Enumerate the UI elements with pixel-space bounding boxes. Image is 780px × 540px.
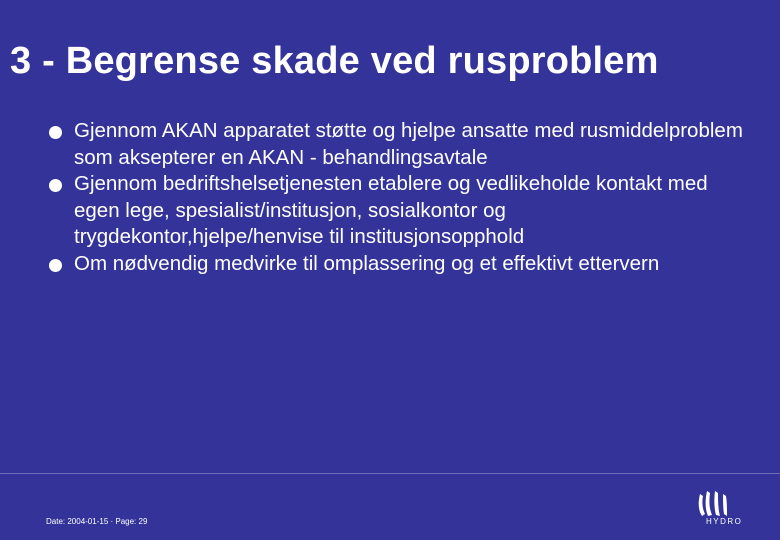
bullet-item xyxy=(44,118,744,171)
bullet-list xyxy=(44,118,744,277)
bullet-dot-icon xyxy=(49,259,62,272)
bullet-text: Gjennom bedriftshelsetjenesten etablere og vedlikeholde kontakt med egen lege, spesialist/institusjon, sosialkontor og trygdekontor,hjelpe/henvise til institusjonsopphold xyxy=(74,172,708,248)
slide-title: 3 - Begrense skade ved rusproblem xyxy=(10,40,659,82)
bullet-item xyxy=(44,171,744,251)
bullet-text: Om nødvendig medvirke til omplassering og et effektivt ettervern xyxy=(74,251,660,275)
bullet-item xyxy=(44,251,744,278)
logo-text: HYDRO xyxy=(706,517,743,526)
bullet-dot-icon xyxy=(49,126,62,139)
bullet-dot-icon xyxy=(49,179,62,192)
footer-divider xyxy=(0,473,780,474)
bullet-text: Gjennom AKAN apparatet støtte og hjelpe ansatte med rusmiddelproblem som aksepterer en AKAN - behandlingsavtale xyxy=(74,119,743,169)
footer-date-page: Date: 2004-01-15 · Page: 29 xyxy=(46,517,148,526)
